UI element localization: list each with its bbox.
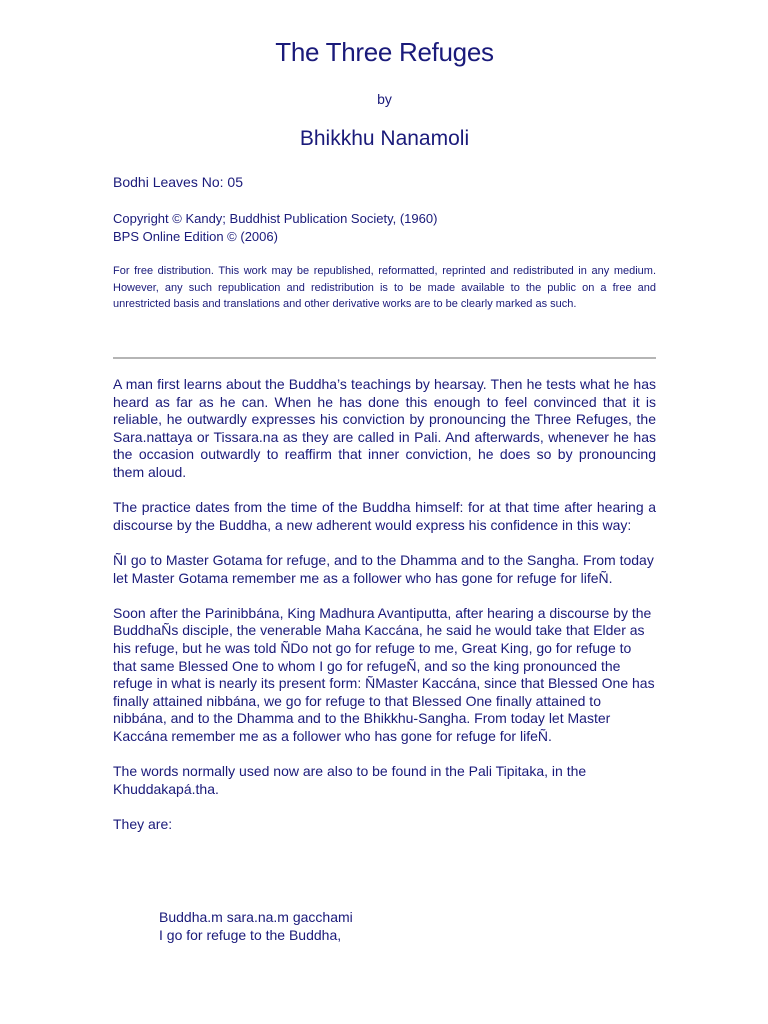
paragraph: ÑI go to Master Gotama for refuge, and to the Dhamma and to the Sangha. From today let Master Gotama remember me as a follower who has gone for refuge for lifeÑ. <box>113 551 654 586</box>
online-edition-line: BPS Online Edition © (2006) <box>113 229 278 244</box>
paragraph: Soon after the Parinibbána, King Madhura Avantiputta, after hearing a discourse by the BuddhaÑs disciple, the venerable Maha Kaccána, he said he would take that Elder as his refuge, but he was told ÑDo not go for refuge to me, Great King, go for refuge to that same Blessed One to whom I go for refugeÑ, and so the king pronounced the refuge in what is nearly its present form: ÑMaster Kaccána, since that Blessed One has finally attained nibbána, we go for refuge to that Blessed One finally attained to nibbána, and to the Dhamma and to the Bhikkhu-Sangha. From today let Master Kaccána remember me as a follower who has gone for refuge for lifeÑ. <box>113 604 655 744</box>
paragraph: They are: <box>113 815 173 832</box>
verse-block <box>159 908 353 944</box>
paragraph: A man first learns about the Buddha’s teachings by hearsay. Then he tests what he has heard as far as he can. When he has done this enough to feel convinced that it is reliable, he outwardly expresses his conviction by pronouncing the Three Refuges, the Sara.nattaya or Tissara.na as they are called in Pali. And afterwards, whenever he has the occasion outwardly to reaffirm that inner conviction, he does so by pronouncing them aloud. <box>113 376 656 480</box>
document-title: The Three Refuges <box>275 37 494 67</box>
copyright-block <box>113 210 437 246</box>
license-notice: For free distribution. This work may be republished, reformatted, reprinted and redistributed in any medium. However, any such republication and redistribution is to be made available to the public on a free and unrestricted basis and translations and other derivative works are to be clearly marked as such. <box>113 265 656 310</box>
verse-english: I go for refuge to the Buddha, <box>159 927 342 943</box>
section-divider <box>113 357 656 359</box>
paragraph: The words normally used now are also to be found in the Pali Tipitaka, in the Khuddakapá.tha. <box>113 763 587 797</box>
author-name: Bhikkhu Nanamoli <box>299 127 470 150</box>
verse-pali: Buddha.m sara.na.m gacchami <box>159 909 353 925</box>
body-text <box>113 376 656 851</box>
copyright-line: Copyright © Kandy; Buddhist Publication Society, (1960) <box>113 211 438 226</box>
byline: by <box>377 91 392 107</box>
series-label: Bodhi Leaves No: 05 <box>113 174 243 190</box>
paragraph: The practice dates from the time of the Buddha himself: for at that time after hearing a discourse by the Buddha, a new adherent would express his confidence in this way: <box>113 499 656 533</box>
